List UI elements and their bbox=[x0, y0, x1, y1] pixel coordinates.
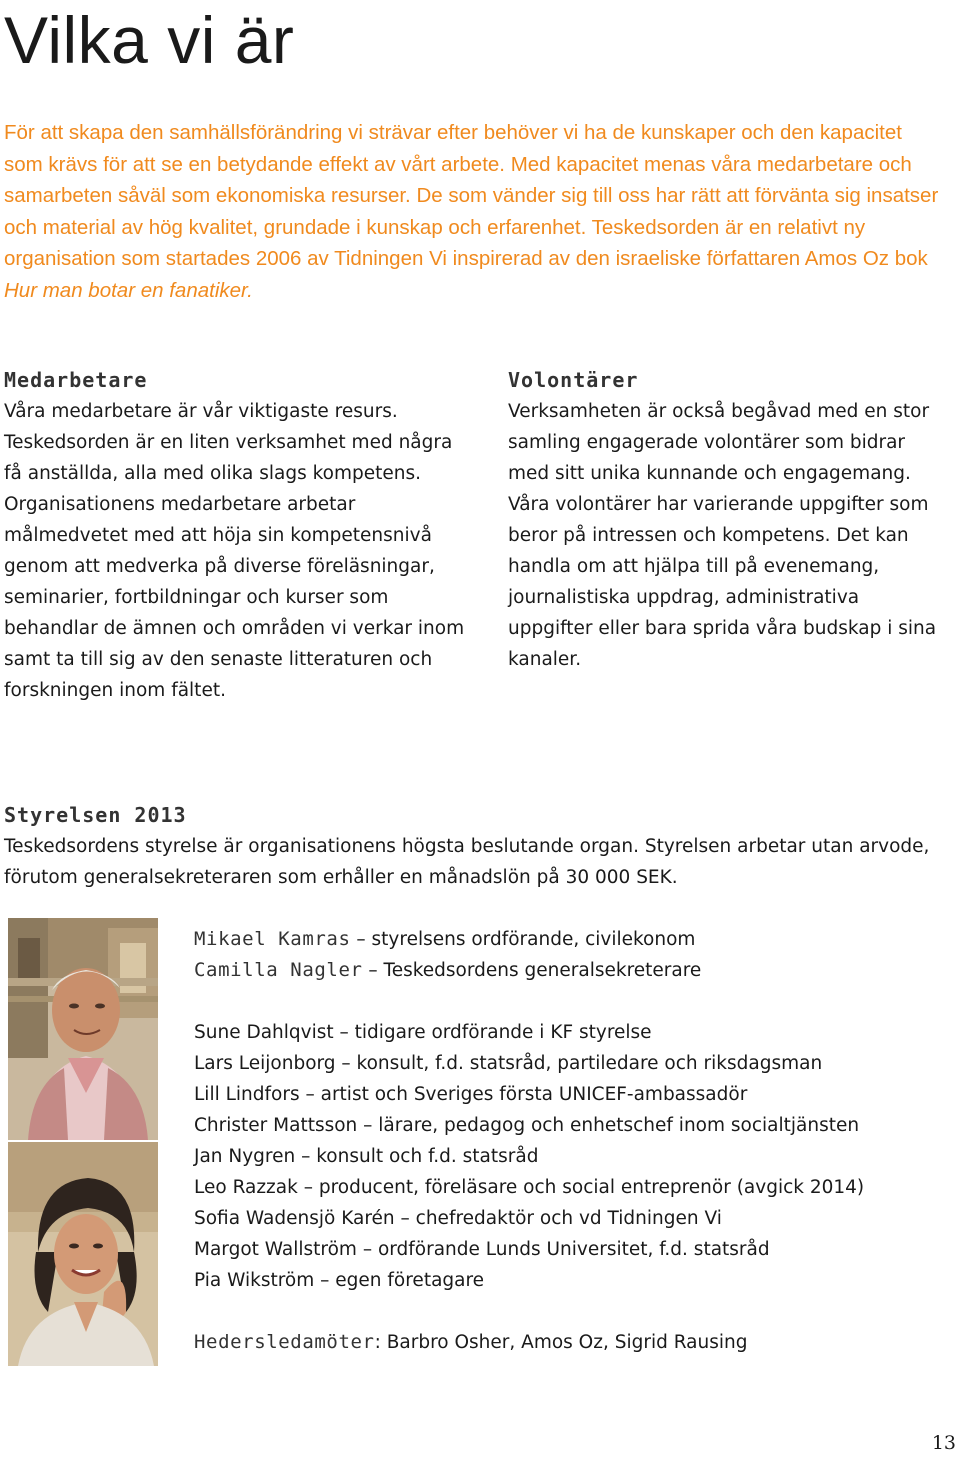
volontarer-section bbox=[508, 365, 948, 675]
member-row: Christer Mattsson – lärare, pedagog och enhetschef inom socialtjänsten bbox=[194, 1115, 860, 1136]
medarbetare-heading: Medarbetare bbox=[4, 368, 148, 392]
portrait-photo-woman bbox=[8, 1142, 158, 1366]
medarbetare-section bbox=[4, 365, 474, 706]
member-row: Lars Leijonborg – konsult, f.d. statsråd, partiledare och riksdagsman bbox=[194, 1053, 823, 1074]
member-row: Leo Razzak – producent, föreläsare och social entreprenör (avgick 2014) bbox=[194, 1177, 865, 1198]
member-row: Sofia Wadensjö Karén – chefredaktör och vd Tidningen Vi bbox=[194, 1208, 722, 1229]
intro-paragraph bbox=[4, 117, 944, 306]
volontarer-text: Verksamheten är också begåvad med en stor samling engagerade volontärer som bidrar med sitt unika kunnande och engagemang. Våra volontärer har varierande uppgifter som beror på intressen och kompetens. Det kan handla om att hjälpa till på evenemang, journalistiska uppdrag, administrativa uppgifter eller bara sprida våra budskap i sina kanaler. bbox=[508, 401, 937, 670]
page-title: Vilka vi är bbox=[4, 3, 295, 77]
member-row: Jan Nygren – konsult och f.d. statsråd bbox=[194, 1146, 539, 1167]
member-row: Pia Wikström – egen företagare bbox=[194, 1270, 485, 1291]
board-member-list bbox=[194, 924, 954, 1358]
styrelsen-section bbox=[4, 800, 944, 893]
honorary-members: : Barbro Osher, Amos Oz, Sigrid Rausing bbox=[374, 1332, 748, 1353]
member-row: Sune Dahlqvist – tidigare ordförande i KF styrelse bbox=[194, 1022, 652, 1043]
leader-row bbox=[194, 955, 954, 986]
honorary-label: Hedersledamöter bbox=[194, 1331, 375, 1353]
leader-name: Mikael Kamras bbox=[194, 928, 351, 950]
spacer bbox=[194, 986, 954, 1017]
page-number: 13 bbox=[931, 1432, 956, 1454]
spacer bbox=[194, 1296, 954, 1327]
portrait-photo-man bbox=[8, 918, 158, 1140]
book-title: Hur man botar en fanatiker. bbox=[4, 278, 253, 302]
leader-row bbox=[194, 924, 954, 955]
leader-role: – styrelsens ordförande, civilekonom bbox=[350, 929, 696, 950]
honorary-row bbox=[194, 1327, 954, 1358]
member-row: Lill Lindfors – artist och Sveriges första UNICEF-ambassadör bbox=[194, 1084, 748, 1105]
member-row: Margot Wallström – ordförande Lunds Universitet, f.d. statsråd bbox=[194, 1239, 770, 1260]
volontarer-heading: Volontärer bbox=[508, 368, 639, 392]
styrelsen-text: Teskedsordens styrelse är organisationens högsta beslutande organ. Styrelsen arbetar utan arvode, förutom generalsekreteraren som erhåller en månadslön på 30 000 SEK. bbox=[4, 836, 930, 888]
leader-role: – Teskedsordens generalsekreterare bbox=[362, 960, 702, 981]
intro-text: För att skapa den samhällsförändring vi strävar efter behöver vi ha de kunskaper och den kapacitet som krävs för att se en betydande effekt av vårt arbete. Med kapacitet menas våra medarbetare och samarbeten såväl som ekonomiska resurser. De som vänder sig till oss har rätt att förvänta sig insatser och material av hög kvalitet, grundade i kunskap och erfarenhet. Teskedsorden är en relativt ny organisation som startades 2006 av Tidningen Vi inspirerad av den israeliske författaren Amos Oz bok bbox=[4, 121, 939, 270]
medarbetare-text: Våra medarbetare är vår viktigaste resurs. Teskedsorden är en liten verksamhet med några få anställda, alla med olika slags kompetens. Organisationens medarbetare arbetar målmedvetet med att höja sin kompetensnivå genom att medverka på diverse föreläsningar, seminarier, fortbildningar och kurser som behandlar de ämnen och områden vi verkar inom samt ta till sig av den senaste litteraturen och forskningen inom fältet. bbox=[4, 401, 465, 701]
styrelsen-heading: Styrelsen 2013 bbox=[4, 803, 187, 827]
leader-name: Camilla Nagler bbox=[194, 959, 363, 981]
